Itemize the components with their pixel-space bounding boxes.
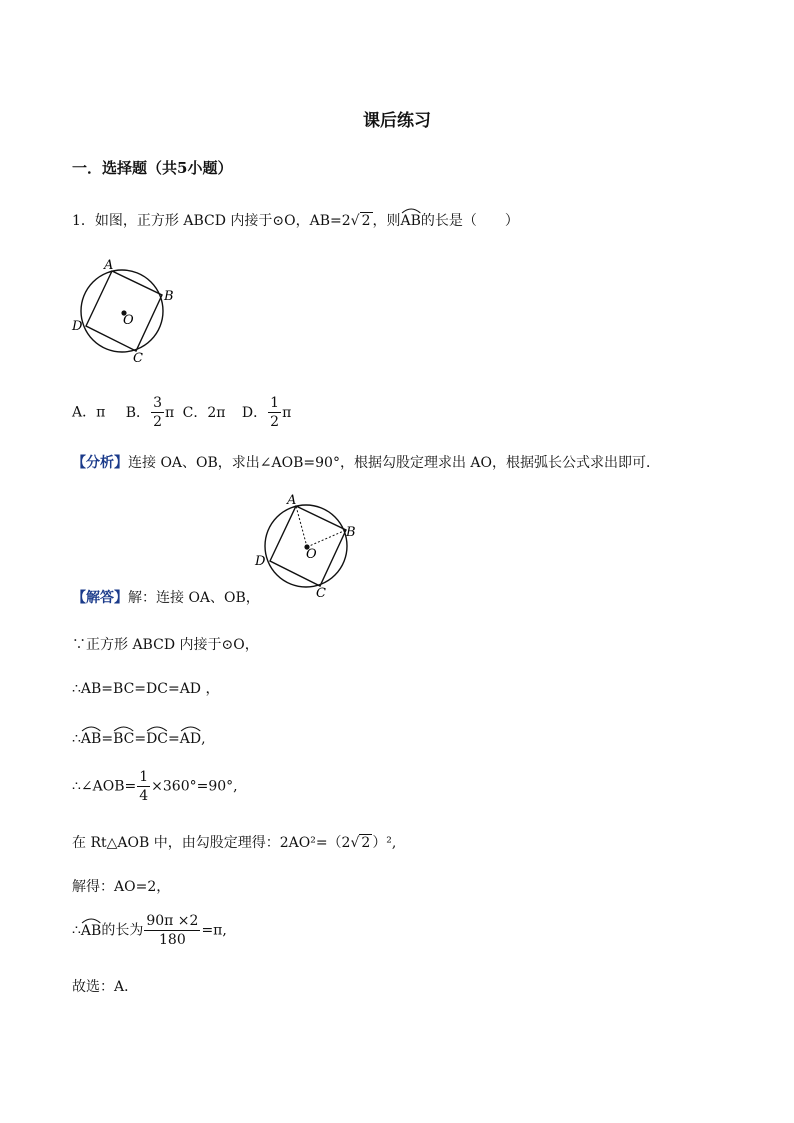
solution-line-7: 解得：AO=2， xyxy=(72,879,171,895)
arc-mark-icon xyxy=(146,724,168,732)
label-d-2: D xyxy=(255,554,266,569)
fraction-1-2: $\frac{1}{2}$ xyxy=(270,395,280,430)
arc-ab-3: AB xyxy=(81,920,101,939)
analysis-line xyxy=(72,452,660,472)
sqrt-symbol: √ 2 xyxy=(350,213,371,229)
arc-mark-icon xyxy=(81,724,101,732)
arc-dc: DC xyxy=(146,728,168,747)
sqrt-radicand: 2 xyxy=(361,213,371,229)
question-prefix: 1．如图，正方形 ABCD 内接于⊙O，AB=2 xyxy=(72,213,351,229)
label-a-2: A xyxy=(287,493,297,508)
solution-line-3: ∴AB=BC=DC=AD ， xyxy=(72,681,220,697)
analysis-text: 连接 OA、OB，求出∠AOB=90°，根据勾股定理求出 AO，根据弧长公式求出即可． xyxy=(128,455,660,471)
fraction-1-4: $\frac{1}{4}$ xyxy=(139,769,149,804)
label-b-2: B xyxy=(346,525,356,540)
figure-circle-square-1 xyxy=(66,255,186,370)
label-o-2: O xyxy=(306,547,317,562)
arc-ab-2: AB xyxy=(81,728,101,747)
label-c: C xyxy=(133,351,143,366)
fraction-arc-length: $\frac{90\pi \times 2}{180}$ xyxy=(146,913,199,948)
label-o: O xyxy=(123,313,134,328)
option-a: A．π xyxy=(72,404,106,421)
segment-ob xyxy=(307,530,346,547)
question-mid: ，则 xyxy=(372,213,401,229)
solution-line-1 xyxy=(72,587,260,607)
question-suffix: 的长是（ ） xyxy=(420,213,519,229)
option-c: C．2π xyxy=(182,404,226,421)
sqrt-symbol-2: √ 2 xyxy=(350,835,371,851)
solution-line-6: 在 Rt△AOB 中，由勾股定理得：2AO²=（2√ 2 ）², xyxy=(72,835,397,851)
solution-line-9: 故选：A． xyxy=(72,979,139,995)
fraction-3-2: $\frac{3}{2}$ xyxy=(153,395,162,430)
label-d: D xyxy=(72,319,83,334)
section-heading: 一．选择题（共5小题） xyxy=(72,159,233,177)
arc-ad: AD xyxy=(180,728,201,747)
arc-mark-icon xyxy=(113,724,134,732)
segment-oa xyxy=(296,506,307,547)
arc-mark-icon xyxy=(81,916,101,924)
arc-ab xyxy=(401,210,421,229)
label-c-2: C xyxy=(316,586,326,601)
options-row xyxy=(72,396,291,429)
solution-line-5: ∴∠AOB= $\frac{1}{4}$ ×360°=90°, xyxy=(72,769,238,804)
label-b: B xyxy=(164,289,174,304)
arc-bc: BC xyxy=(113,728,134,747)
option-d: D． $\frac{1}{2}$ π xyxy=(241,395,292,430)
solution-line-2: ∵正方形 ABCD 内接于⊙O， xyxy=(72,637,259,653)
figure-circle-square-2 xyxy=(250,490,370,605)
arc-mark-icon xyxy=(401,206,421,214)
analysis-tag: 【分析】 xyxy=(72,455,128,471)
question-1 xyxy=(72,210,519,230)
solution-line-8: ∴ AB的长为 $\frac{90\pi \times 2}{180}$ =π, xyxy=(72,913,227,948)
solution-line-4: ∴ AB= BC= DC= AD, xyxy=(72,728,206,747)
label-a: A xyxy=(104,258,114,273)
page-title: 课后练习 xyxy=(363,111,431,131)
arc-mark-icon xyxy=(180,724,201,732)
arc-label: AB xyxy=(400,213,421,229)
solution-tag: 【解答】 xyxy=(72,590,128,606)
option-b: B． $\frac{3}{2}$ π xyxy=(125,395,175,430)
solution-text-1: 解：连接 OA、OB， xyxy=(128,590,260,606)
